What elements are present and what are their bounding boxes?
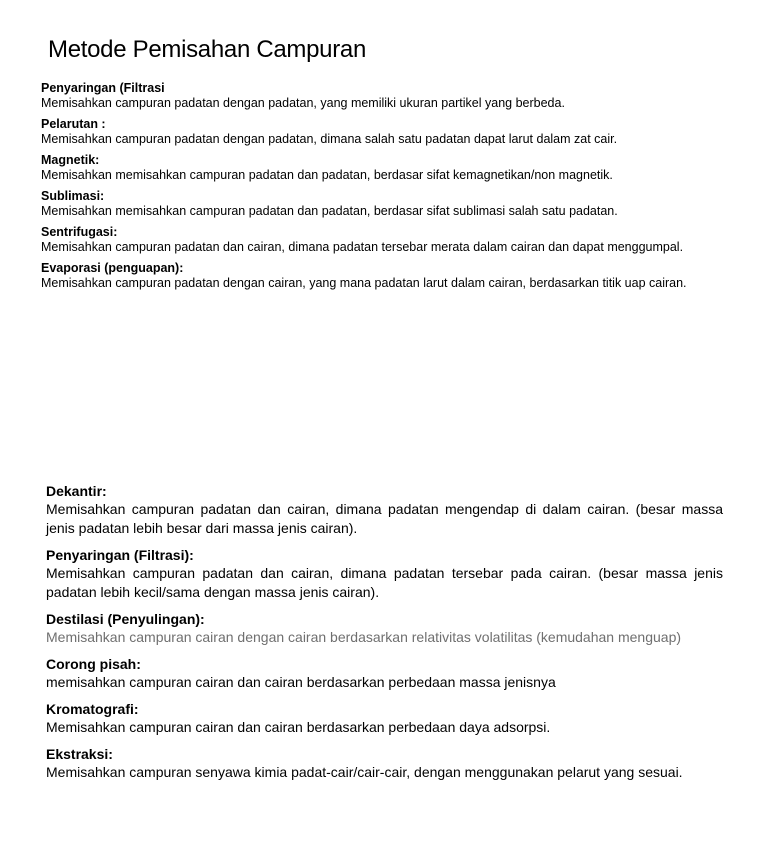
method-term: Penyaringan (Filtrasi — [41, 81, 165, 95]
method-item-destilasi — [46, 610, 723, 647]
method-term: Pelarutan : — [41, 117, 106, 131]
solid-solid-methods — [41, 81, 709, 297]
method-item-corong-pisah — [46, 655, 723, 692]
method-term: Kromatografi: — [46, 701, 139, 717]
method-description: Memisahkan campuran padatan dengan padatan, yang memiliki ukuran partikel yang berbeda. — [41, 96, 565, 110]
method-term: Penyaringan (Filtrasi): — [46, 547, 194, 563]
method-term: Evaporasi (penguapan): — [41, 261, 184, 275]
method-description: Memisahkan campuran padatan dan cairan, dimana padatan tersebar pada cairan. (besar massa jenis padatan lebih kecil/sama dengan massa jenis cairan). — [46, 565, 723, 600]
method-term: Sublimasi: — [41, 189, 105, 203]
method-description: Memisahkan campuran padatan dan cairan, dimana padatan mengendap di dalam cairan. (besar massa jenis padatan lebih besar dari massa jenis cairan). — [46, 501, 723, 536]
method-item-dekantir — [46, 482, 723, 538]
method-description: Memisahkan campuran padatan dengan padatan, dimana salah satu padatan dapat larut dalam zat cair. — [41, 132, 618, 146]
method-term: Magnetik: — [41, 153, 100, 167]
method-item-kromatografi — [46, 700, 723, 737]
method-term: Ekstraksi: — [46, 746, 113, 762]
method-term: Destilasi (Penyulingan): — [46, 611, 205, 627]
method-description: Memisahkan campuran padatan dan cairan, dimana padatan tersebar merata dalam cairan dan dapat menggumpal. — [41, 240, 684, 254]
method-item-filtrasi-cairan — [46, 546, 723, 602]
method-item-pelarutan — [41, 117, 709, 147]
method-item-sentrifugasi — [41, 225, 709, 255]
method-description: Memisahkan campuran cairan dan cairan berdasarkan perbedaan daya adsorpsi. — [46, 719, 551, 735]
method-term: Dekantir: — [46, 483, 107, 499]
method-item-magnetik — [41, 153, 709, 183]
method-item-filtrasi-padatan — [41, 81, 709, 111]
method-description: Memisahkan campuran cairan dengan cairan berdasarkan relativitas volatilitas (kemudahan menguap) — [46, 629, 682, 645]
method-term: Corong pisah: — [46, 656, 141, 672]
page-title: Metode Pemisahan Campuran — [48, 36, 367, 63]
method-description: Memisahkan memisahkan campuran padatan dan padatan, berdasar sifat sublimasi salah satu padatan. — [41, 204, 618, 218]
method-description: Memisahkan campuran senyawa kimia padat-cair/cair-cair, dengan menggunakan pelarut yang sesuai. — [46, 764, 683, 780]
method-description: Memisahkan memisahkan campuran padatan dan padatan, berdasar sifat kemagnetikan/non magnetik. — [41, 168, 613, 182]
method-item-sublimasi — [41, 189, 709, 219]
method-description: Memisahkan campuran padatan dengan cairan, yang mana padatan larut dalam cairan, berdasarkan titik uap cairan. — [41, 276, 687, 290]
method-item-evaporasi — [41, 261, 709, 291]
method-term: Sentrifugasi: — [41, 225, 118, 239]
liquid-methods — [46, 482, 723, 790]
method-item-ekstraksi — [46, 745, 723, 782]
method-description: memisahkan campuran cairan dan cairan berdasarkan perbedaan massa jenisnya — [46, 674, 556, 690]
